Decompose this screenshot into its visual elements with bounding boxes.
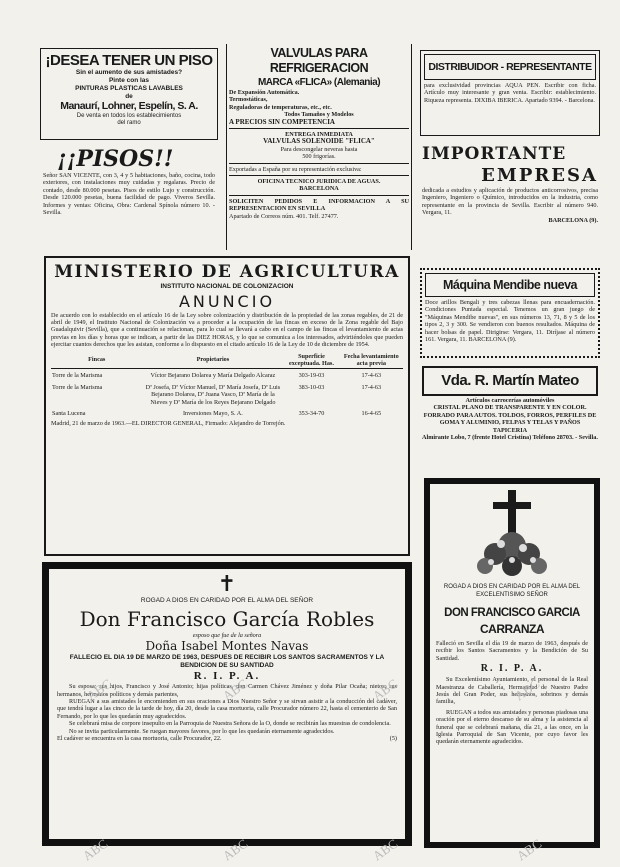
ministerio-body: De acuerdo con lo establecido en el artículo 16 de la Ley sobre colonización y distribución de la propiedad de las zonas regables, de 21 de abril de 1949, el Instituto Nacional de Colonización va a proceder a la ocupación de las fincas en exceso de la Zona regable del Bajo Guadalquivir (Sevilla), que a continuación se relacionan, para lo cual se llevará a cabo en el campo de las fincas el levantamiento de actas previas en los días y horas que se indican, a partir de las DIEZ HORAS, y lo que se comunica a los interesados, advirtiéndoles que pueden ejercitar cuantos derechos que les asistan, conforme a lo dispuesto en el citado artículo 16 de la Ley de 10 de diciembre de 1954.	[51, 311, 403, 349]
ministerio-heading: ANUNCIO	[178, 291, 276, 311]
ad-valvulas-line6: ENTREGA INMEDIATA	[285, 131, 353, 139]
ad-esquela-carranza	[424, 478, 600, 848]
ad-valvulas-line8: Para descongelar neveras hasta	[280, 145, 358, 153]
table-row	[51, 369, 403, 381]
ministerio-col-superficie: Superficie exceptuada. Has.	[289, 352, 334, 367]
ministerio-col-fincas: Fincas	[88, 356, 106, 364]
ad-martin	[420, 364, 600, 470]
carranza-rip: R. I. P. A.	[480, 663, 544, 675]
robles-footer: El cadáver se encuentra en la casa mortuoria, calle Procurador, 22.	[57, 734, 222, 742]
ad-piso-line1: Sin el aumento de sus amistades?	[75, 69, 183, 76]
ministerio-row0-superficie: 303-19-03	[298, 372, 325, 380]
ad-piso	[40, 48, 218, 140]
ad-importante	[420, 142, 600, 264]
ad-pisos	[40, 144, 218, 250]
ad-valvulas-line4: Todos Tamaños y Modelos	[284, 111, 354, 119]
robles-body4: No se invita particularmente. Se ruegan mayores favores, por lo que les quedarán eternamente agradecidos.	[69, 727, 335, 735]
ad-piso-line3: PINTURAS PLASTICAS LAVABLES	[75, 85, 183, 92]
ministerio-col-fecha: Fecha levantamiento acta previa	[343, 352, 399, 367]
watermark-abc: ABC	[219, 675, 251, 704]
robles-death: FALLECIO EL DIA 19 DE MARZO DE 1963, DESPUES DE RECIBIR LOS SANTOS SACRAMENTOS Y LA BENDICION DE SU SANTIDAD	[69, 653, 385, 669]
cross-flowers-icon	[467, 488, 557, 580]
ministerio-title: MINISTERIO DE AGRICULTURA	[54, 262, 400, 282]
ad-valvulas-line2: Termostáticas,	[229, 96, 268, 104]
ad-martin-address: Almirante Lobo, 7 (frente Hotel Cristina) Teléfono 28703. - Sevilla.	[422, 434, 598, 442]
ad-piso-line2: Pinte con las	[108, 77, 150, 84]
ad-valvulas-line5: A PRECIOS SIN COMPETENCIA	[229, 117, 335, 126]
robles-body1: Su esposa; sus hijos, Francisco y José Antonio; hijas políticas, don Carmen Chávez Jiménez y doña Pilar Ocaña; nietos; sus hermanos, hermanos políticos y demás parientes,	[57, 683, 397, 698]
table-row	[51, 381, 403, 407]
ad-valvulas-line13: SOLICITEN PEDIDOS E INFORMACION A SU REPRESENTACION EN SEVILLA	[229, 197, 409, 213]
ad-piso-line4: de	[125, 93, 133, 100]
carranza-body2: RUEGAN a todos sus amistades y personas piadosas una oración por el eterno descanso de su alma y la asistencia al funeral que se celebrará mañana, día 21, a las once, en la Iglesia Parroquial de San Vicente, por cuyo favor les quedarán eternamente agradecidos.	[436, 708, 588, 746]
watermark-abc: ABC	[83, 675, 115, 704]
ad-valvulas-line3: Reguladoras de temperaturas, etc., etc.	[229, 103, 332, 111]
robles-body3: Se celebrará misa de corpore insepulto en la Parroquia de Nuestra Señora de la O, donde se recibirán las muestras de condolencia.	[69, 720, 391, 728]
table-row	[51, 407, 403, 418]
ministerio-table	[51, 352, 403, 419]
ministerio-row1-finca: Torre de la Marisma	[52, 383, 103, 391]
ad-valvulas-line11: OFICINA TECNICO JURIDICA DE AGUAS.	[257, 178, 381, 186]
ad-pisos-body: Señor SAN VICENTE, con 3, 4 y 5 habitaciones, baño, cocina, todo exteriores, con instalaciones muy cuidadas y regalaras. Precio de contado, desde 80.000 pesetas. Pisos de estilo Lujo y construcción. Desde 120.000 pesetas, buena facilidad de pago. Viveros Sevilla. Informes y ventas: Oficina, Obra: Cardenal Spínola número 10. - Sevilla.	[43, 172, 215, 217]
ministerio-institute: INSTITUTO NACIONAL DE COLONIZACION	[160, 283, 294, 290]
robles-spouse-intro: esposo que fue de la señora	[192, 631, 262, 639]
ad-ministerio	[44, 256, 410, 556]
ministerio-row1-propietario: Dª Josefa, Dª Víctor Manuel, Dª María Josefa, Dª Luis Bejarano Dolarea, Dª Juana Vasco, Dª María de la Nieves y Dª María de los Reyes Bejarano Delgado	[145, 383, 281, 406]
watermark-abc: ABC	[511, 675, 543, 704]
ad-martin-title: Vda. R. Martín Mateo	[422, 366, 598, 396]
ad-valvulas	[226, 44, 412, 250]
ad-importante-city: BARCELONA (9).	[548, 216, 598, 224]
ad-importante-title2: EMPRESA	[481, 165, 598, 186]
carranza-death: Falleció en Sevilla el día 19 de marzo de 1963, después de recibir los Santos Sacramentos y la Bendición de Su Santidad.	[436, 640, 588, 662]
ad-valvulas-line12: BARCELONA	[299, 185, 339, 193]
watermark-abc: ABC	[219, 835, 251, 864]
robles-spouse: Doña Isabel Montes Navas	[145, 638, 309, 653]
ministerio-row0-fecha: 17-4-63	[361, 372, 382, 380]
cross-icon: ✝	[217, 572, 237, 597]
ad-pisos-title: ¡¡PISOS!!	[57, 146, 174, 172]
ad-maquina-title: Máquina Mendibe nueva	[425, 273, 595, 297]
ad-valvulas-line14: Apartado de Correos núm. 401. Telf. 27477.	[229, 212, 339, 220]
carranza-name2: CARRANZA	[480, 622, 544, 636]
ad-valvulas-title: VALVULAS PARA REFRIGERACION	[269, 46, 369, 75]
robles-intro: ROGAD A DIOS EN CARIDAD POR EL ALMA DEL SEÑOR	[140, 597, 314, 604]
ad-importante-body: dedicada a estudios y aplicación de productos anticorrosivos, precisa Ingeniero, Ingeniero o Químico, introducidos en la industria, como representante en la provincia de Sevilla. Escribir al número 940. Vergara, 11.	[422, 187, 598, 217]
ministerio-footer: Madrid, 21 de marzo de 1963.—EL DIRECTOR GENERAL, Firmado: Alejandro de Torrejón.	[51, 420, 286, 428]
ministerio-col-propietarios: Propietarios	[196, 356, 230, 364]
ad-piso-line5: De venta en todos los establecimientos	[76, 113, 182, 119]
ad-martin-body: CRISTAL PLANO DE TRANSPARENTE Y EN COLOR. FORRADO PARA AUTOS. TOLDOS, FORROS, PERFILES DE GOMA Y ALUMINIO, FELPAS Y TELAS Y PAÑOS TAPICERIA	[423, 404, 597, 434]
ministerio-row2-propietario: Inversiones Mayo, S. A.	[183, 409, 243, 417]
ad-distribuidor	[420, 50, 600, 136]
robles-ref: (5)	[389, 734, 397, 742]
robles-rip: R. I. P. A.	[193, 670, 261, 683]
carranza-intro: ROGAD A DIOS EN CARIDAD POR EL ALMA DEL EXCELENTISIMO SEÑOR	[443, 584, 581, 598]
ministerio-row1-superficie: 383-10-03	[298, 383, 325, 391]
ministerio-row0-propietario: Víctor Bejarano Dolarea y María Delgado Alcaraz	[150, 372, 276, 380]
ministerio-row2-finca: Santa Lucena	[52, 409, 86, 417]
watermark-abc: ABC	[369, 675, 401, 704]
ad-distribuidor-title: DISTRIBUIDOR - REPRESENTANTE	[424, 54, 596, 80]
robles-body2: RUEGAN a sus amistades le encomienden en sus oraciones a Dios Nuestro Señor y se sirvan asistir a la conducción del cadáver, que tendrá lugar a las cinco de la tarde de hoy, día 20, desde la casa mortuoria, calle Procurador número 22, hasta el cementerio de San Fernando, por lo que les quedarán muy agradecidos.	[57, 697, 397, 720]
ad-valvulas-line9: 500 frigorías.	[302, 153, 336, 161]
carranza-name1: DON FRANCISCO GARCIA	[444, 607, 580, 619]
ad-piso-line6: del ramo	[117, 120, 141, 126]
ad-esquela-robles	[42, 562, 412, 846]
ad-maquina	[420, 268, 600, 358]
ministerio-row0-finca: Torre de la Marisma	[52, 372, 103, 380]
ministerio-row1-fecha: 17-4-63	[361, 383, 382, 391]
ad-piso-title: ¡DESEA TENER UN PISO	[45, 52, 213, 69]
ministerio-row2-superficie: 353-34-70	[298, 409, 325, 417]
robles-name: Don Francisco García Robles	[79, 606, 375, 631]
ad-piso-company: Manaurí, Lohner, Espelín, S. A.	[60, 100, 198, 112]
ad-valvulas-line1: De Expansión Automática.	[229, 89, 300, 96]
ad-maquina-body: Doce arillos Bengali y tres cabezas llenas para encuadernación. Condiciones Puntada especial. Tenemos un gran juego de "Máquinas Mendibe nuevas", en sus números 13, 71, 8 y 5 de los tipos 2, 3 y 300. Se vendieron con buenos resultados. Máquina de hacer bolsas de papel. Dirigirse: Vergara, 11. Diríjase al número 161. Vergara, 11. BARCELONA (9).	[425, 299, 595, 344]
ministerio-row2-fecha: 16-4-65	[361, 409, 382, 417]
watermark-abc: ABC	[79, 835, 111, 864]
ad-martin-subtitle: Artículos carrocerías automóviles	[465, 397, 555, 404]
ad-distribuidor-body: para exclusividad provincias AQUA PEN. Escribir con ficha. Artículo muy interesante y gran venta. Escribir: establecimiento. Riqueza representa. DIXIBA IBERICA. Apartado 9394. - Barcelona.	[424, 82, 596, 104]
carranza-body1: Su Excelentísimo Ayuntamiento, el personal de la Real Maestranza de Caballería, Hermandad de Nuestro Padre Jesús del Gran Poder, sus hermanos, sobrinos y demás familia,	[436, 676, 588, 706]
ad-valvulas-line10: Exportadas a España por su representación exclusiva:	[229, 165, 362, 173]
watermark-abc: ABC	[513, 835, 545, 864]
watermark-abc: ABC	[369, 835, 401, 864]
ad-importante-title1: IMPORTANTE	[422, 144, 567, 164]
ad-valvulas-line7: VALVULAS SOLENOIDE "FLICA"	[263, 137, 375, 146]
ad-valvulas-brand: MARCA «FLICA» (Alemania)	[257, 77, 381, 88]
